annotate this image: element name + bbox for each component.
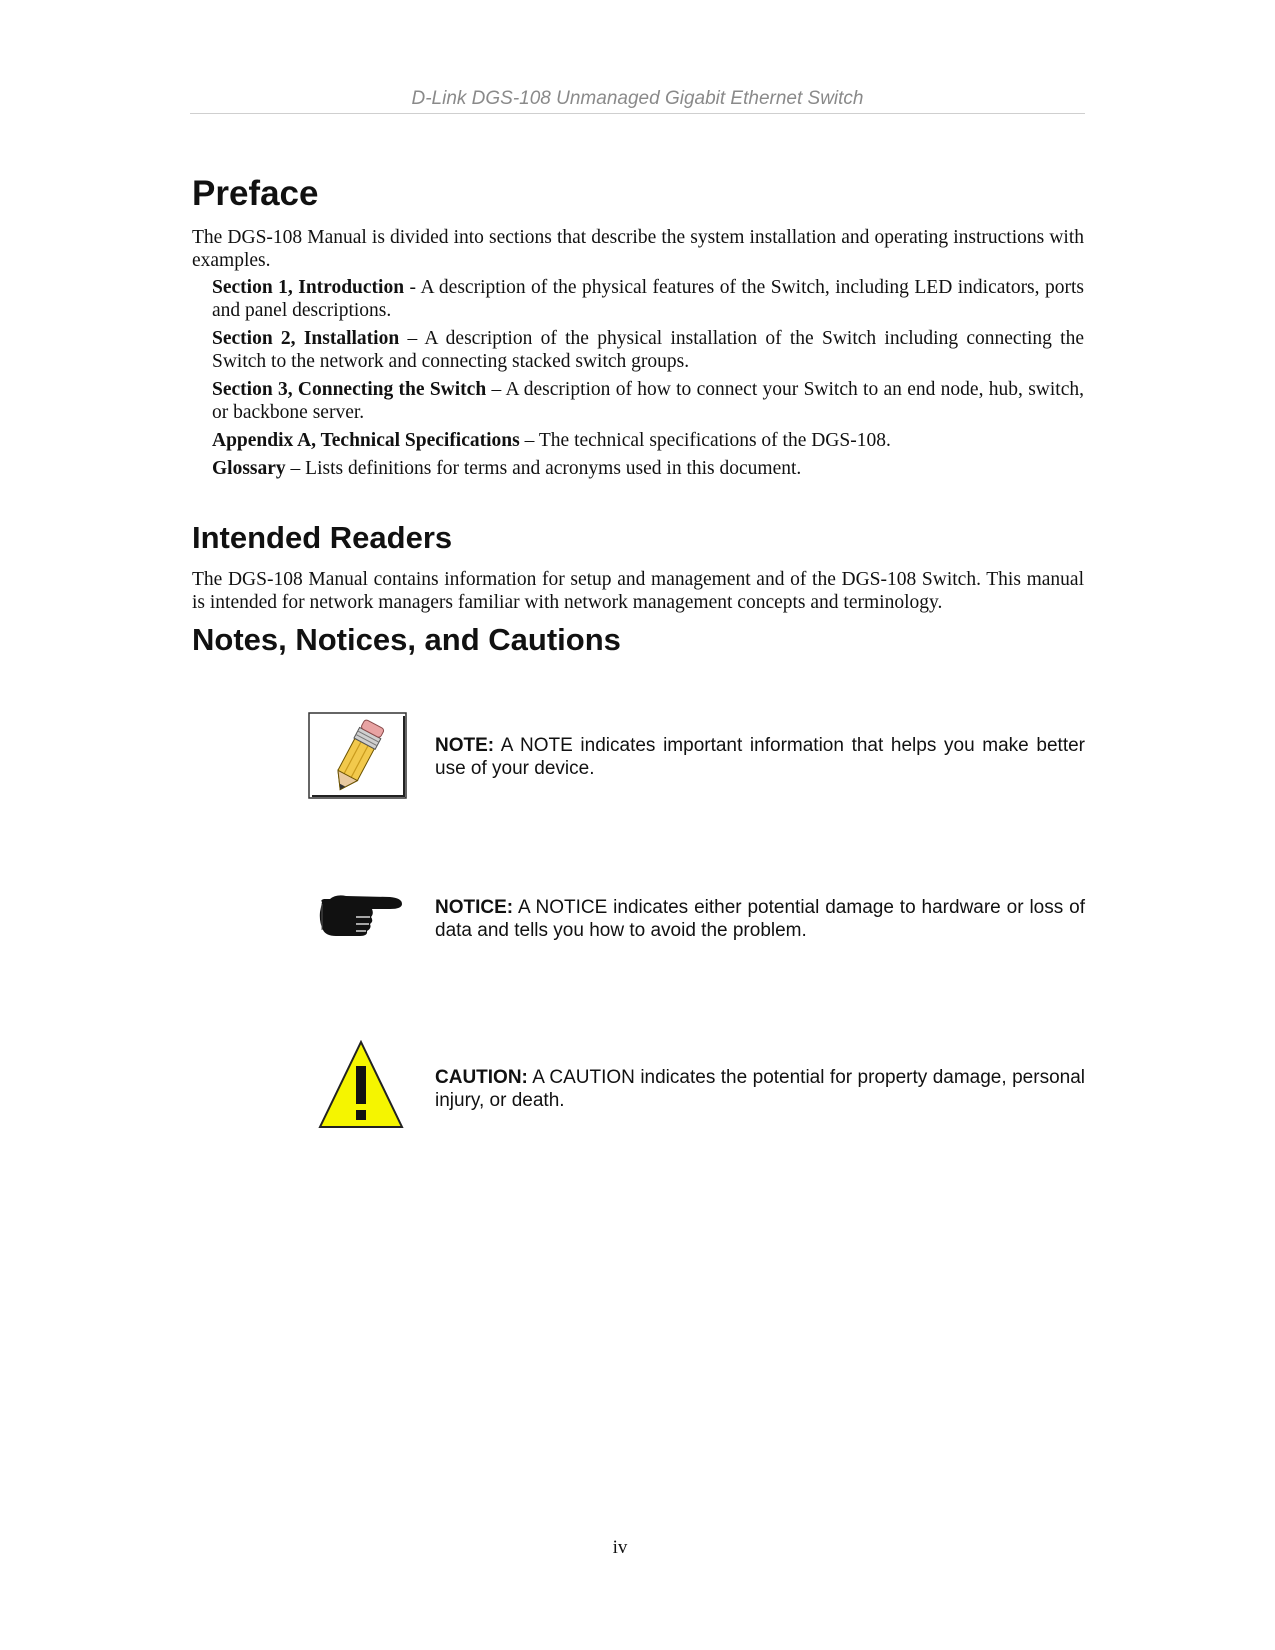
list-item-label: Section 3, Connecting the Switch <box>212 379 487 400</box>
page-number: iv <box>612 1537 628 1558</box>
notice-callout <box>435 896 1085 942</box>
note-callout <box>435 734 1085 780</box>
list-item-text: - A description of the physical features of the Switch, including LED indicators, ports and panel descriptions. <box>212 277 1084 321</box>
notice-label: NOTICE: <box>435 897 514 918</box>
note-text: A NOTE indicates important information that helps you make better use of your device. <box>435 735 1085 779</box>
notice-text: A NOTICE indicates either potential damage to hardware or loss of data and tells you how to avoid the problem. <box>435 897 1085 941</box>
preface-heading: Preface <box>192 174 319 213</box>
running-header: D-Link DGS-108 Unmanaged Gigabit Ethernet Switch <box>411 88 864 109</box>
list-item-text: – Lists definitions for terms and acronyms used in this document. <box>285 458 802 479</box>
list-item <box>212 276 1084 322</box>
list-item-text: – A description of the physical installation of the Switch including connecting the Switch to the network and connecting stacked switch groups. <box>212 328 1084 372</box>
pointing-hand-icon <box>316 890 404 940</box>
preface-intro: The DGS-108 Manual is divided into sections that describe the system installation and operating instructions with examples. <box>192 227 1084 271</box>
list-item-label: Appendix A, Technical Specifications <box>212 430 520 451</box>
caution-text: A CAUTION indicates the potential for property damage, personal injury, or death. <box>435 1067 1085 1111</box>
list-item-label: Glossary <box>212 458 286 479</box>
notes-heading: Notes, Notices, and Cautions <box>192 622 621 657</box>
list-item-label: Section 2, Installation <box>212 328 400 349</box>
caution-callout <box>435 1066 1085 1112</box>
intended-readers-heading: Intended Readers <box>192 520 453 555</box>
list-item <box>212 429 1084 452</box>
list-item-label: Section 1, Introduction <box>212 277 405 298</box>
header-divider <box>190 113 1085 114</box>
list-item-text: – The technical specifications of the DGS-108. <box>519 430 891 451</box>
list-item <box>212 457 1084 480</box>
pencil-icon <box>308 712 407 799</box>
list-item <box>212 378 1084 424</box>
list-item-text: – A description of how to connect your Switch to an end node, hub, switch, or backbone server. <box>212 379 1084 423</box>
intended-readers-text: The DGS-108 Manual contains information for setup and management and of the DGS-108 Switch. This manual is intended for network managers familiar with network management concepts and terminology. <box>192 569 1084 613</box>
warning-triangle-icon <box>318 1040 404 1130</box>
section-list <box>212 276 1084 485</box>
note-label: NOTE: <box>435 735 495 756</box>
caution-label: CAUTION: <box>435 1067 528 1088</box>
list-item <box>212 327 1084 373</box>
